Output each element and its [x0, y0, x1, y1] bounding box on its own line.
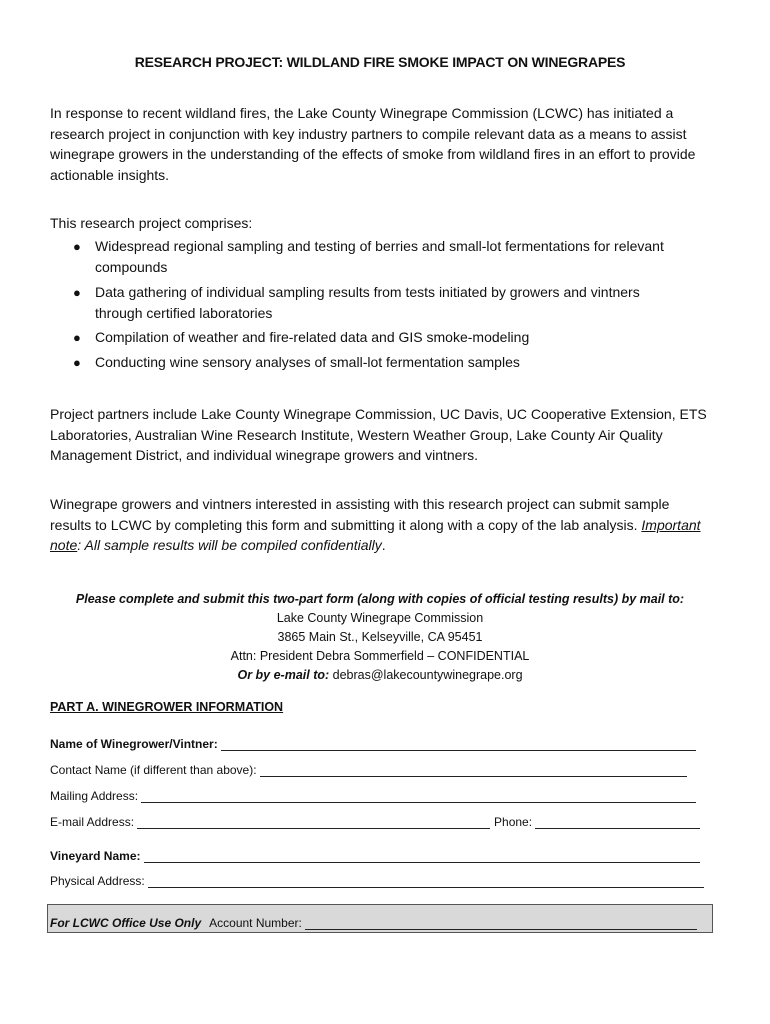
email-phone-row — [50, 811, 700, 829]
mailing-address-field[interactable] — [141, 788, 696, 803]
list-item-text: Data gathering of individual sampling results from tests initiated by growers and vintners through certified laboratories — [95, 283, 640, 321]
note-end: . — [381, 537, 386, 553]
submission-text: Winegrape growers and vintners interested in assisting with this research project can submit sample results to LCWC by completing this form and submitting it along with a copy of the lab analysis. — [50, 496, 670, 533]
name-field-label: Name of Winegrower/Vintner: — [50, 737, 218, 751]
mailing-instructions — [50, 590, 710, 685]
mailing-field-row — [50, 785, 696, 803]
phone-field-label: Phone: — [494, 815, 533, 829]
partners-paragraph: Project partners include Lake County Winegrape Commission, UC Davis, UC Cooperative Extension, ETS Laboratories, Australian Wine Research Institute, Western Weather Group, Lake County Air Quality Management District, and individual winegrape growers and vintners. — [50, 406, 707, 463]
vineyard-name-field[interactable] — [144, 848, 700, 863]
submission-paragraph — [50, 494, 712, 556]
vineyard-field-row — [50, 845, 700, 863]
office-use-label: For LCWC Office Use Only — [50, 916, 202, 930]
physical-field-label: Physical Address: — [50, 874, 145, 888]
list-item — [50, 236, 690, 278]
mail-attn: Attn: President Debra Sommerfield – CONFIDENTIAL — [230, 649, 530, 663]
intro-paragraph: In response to recent wildland fires, the Lake County Winegrape Commission (LCWC) has initiated a research project in conjunction with key industry partners to compile relevant data as a means to assist winegrape growers in the understanding of the effects of smoke from wildland fires in an effort to provide actionable insights. — [50, 105, 696, 183]
mail-instruction: Please complete and submit this two-part form (along with copies of official testing results) by mail to: — [75, 592, 685, 606]
bullet-icon: ● — [73, 284, 81, 300]
list-item — [50, 282, 690, 324]
account-number-label: Account Number: — [209, 916, 302, 930]
note-label: Important note — [50, 516, 701, 553]
page-title: RESEARCH PROJECT: WILDLAND FIRE SMOKE IMPACT ON WINEGRAPES — [134, 54, 626, 70]
email-field-label: E-mail Address: — [50, 815, 135, 829]
vineyard-field-label: Vineyard Name: — [50, 849, 141, 863]
project-components-list — [50, 236, 690, 376]
list-item — [50, 327, 690, 348]
bullet-icon: ● — [73, 239, 81, 254]
contact-field-label: Contact Name (if different than above): — [50, 763, 257, 777]
list-item — [50, 352, 690, 373]
mail-org: Lake County Winegrape Commission — [276, 611, 484, 625]
list-item-text: Conducting wine sensory analyses of small-lot fermentation samples — [95, 353, 520, 370]
email-field[interactable] — [137, 814, 490, 829]
list-item-text: Compilation of weather and fire-related data and GIS smoke-modeling — [95, 329, 530, 345]
name-field-row — [50, 733, 696, 751]
name-field[interactable] — [221, 736, 696, 751]
bullet-icon: ● — [73, 330, 81, 345]
account-number-field[interactable] — [305, 915, 697, 930]
list-item-text: Widespread regional sampling and testing of berries and small-lot fermentations for relevant compounds — [95, 238, 664, 275]
physical-field-row — [50, 870, 704, 888]
email-line — [50, 666, 710, 685]
email-label: Or by e-mail to: — [237, 668, 330, 682]
email-address[interactable]: debras@lakecountywinegrape.org — [332, 668, 523, 682]
note-text: : All sample results will be compiled confidentially — [77, 537, 382, 553]
contact-name-field[interactable] — [260, 762, 687, 777]
physical-address-field[interactable] — [148, 873, 704, 888]
bullet-icon: ● — [73, 354, 81, 370]
mail-address: 3865 Main St., Kelseyville, CA 95451 — [277, 630, 483, 644]
phone-field[interactable] — [535, 814, 700, 829]
contact-field-row — [50, 759, 687, 777]
mailing-field-label: Mailing Address: — [50, 789, 139, 803]
comprises-heading: This research project comprises: — [50, 215, 253, 231]
office-use-box — [47, 904, 713, 933]
part-a-heading: PART A. WINEGROWER INFORMATION — [50, 700, 284, 714]
